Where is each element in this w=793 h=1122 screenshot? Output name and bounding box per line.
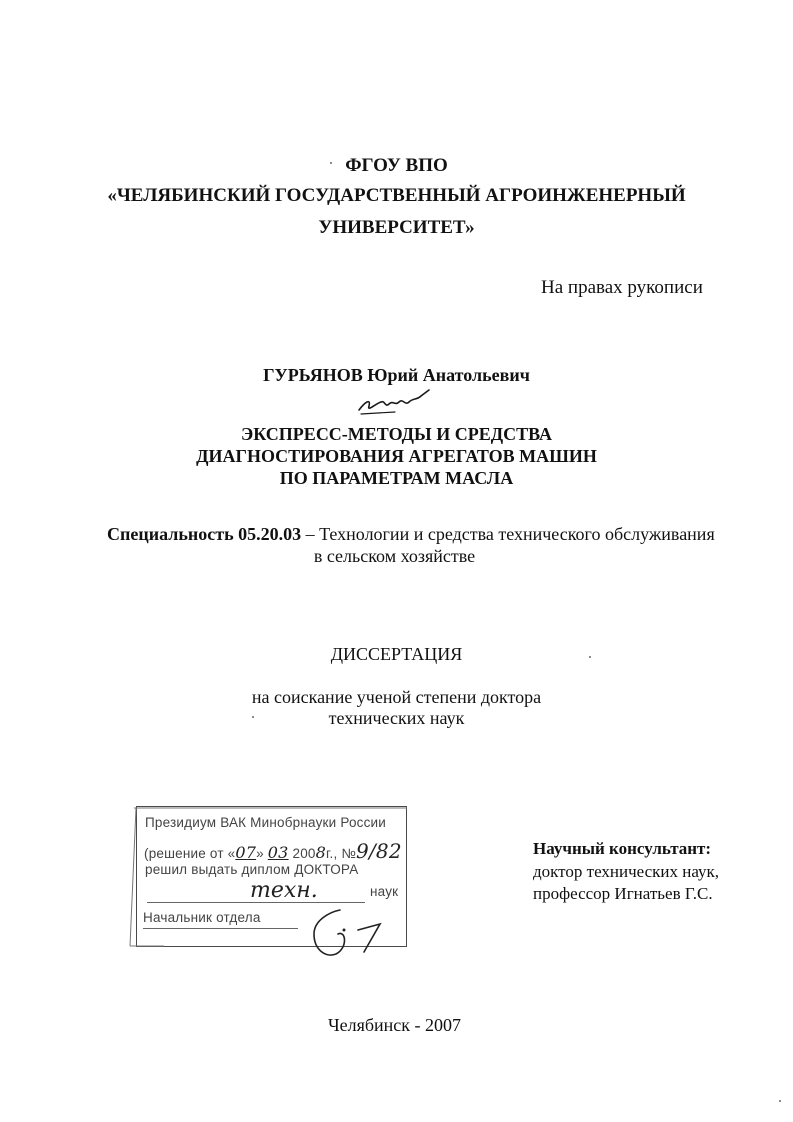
organization-abbrev: ФГОУ ВПО: [345, 155, 448, 176]
stamp-sign-underline: [143, 928, 298, 929]
scan-speck: [779, 1100, 781, 1102]
stamp-decision-number: 9/82: [356, 839, 402, 863]
stamp-signature: [290, 890, 390, 970]
consultant-label: Научный консультант:: [533, 839, 712, 858]
author-signature: [355, 388, 435, 418]
stamp-day: 07: [235, 843, 257, 862]
stamp-quote-close: »: [256, 846, 264, 861]
specialty-name: – Технологии и средства технического обслуживания: [301, 524, 715, 544]
stamp-year-prefix: 200: [292, 846, 316, 861]
stamp-line3: решил выдать диплом ДОКТОРА: [145, 862, 359, 877]
consultant-degree: доктор технических наук,: [533, 862, 720, 881]
specialty-line1: [107, 523, 715, 545]
stamp-line5: Начальник отдела: [143, 910, 261, 925]
stamp-month: 03: [267, 843, 289, 862]
thesis-title-line2: ДИАГНОСТИРОВАНИЯ АГРЕГАТОВ МАШИН: [196, 446, 597, 466]
city-year: Челябинск - 2007: [327, 1015, 462, 1035]
scan-speck: [589, 656, 591, 658]
author-given-names: Юрий Анатольевич: [367, 365, 530, 385]
manuscript-rights-note: На правах рукописи: [541, 277, 703, 298]
stamp-year-digit: 8: [315, 843, 327, 862]
author-surname: ГУРЬЯНОВ: [263, 365, 363, 385]
author-name: [0, 364, 793, 386]
thesis-title-line3: ПО ПАРАМЕТРАМ МАСЛА: [279, 468, 514, 488]
scan-speck: [330, 162, 332, 164]
consultant-name: профессор Игнатьев Г.С.: [533, 884, 713, 903]
thesis-title-line1: ЭКСПРЕСС-МЕТОДЫ И СРЕДСТВА: [241, 424, 552, 444]
specialty-line2: в сельском хозяйстве: [313, 546, 476, 566]
stamp-line2: [144, 839, 402, 863]
stamp-line1: Президиум ВАК Минобрнауки России: [145, 815, 387, 830]
document-type: ДИССЕРТАЦИЯ: [330, 644, 463, 664]
stamp-number-label: г., №: [326, 846, 357, 861]
specialty-code: Специальность 05.20.03: [107, 524, 302, 544]
degree-line2: технических наук: [328, 708, 465, 728]
stamp-field-suffix: наук: [370, 884, 399, 899]
scan-speck: [252, 716, 254, 718]
stamp-decision-prefix: (решение от «: [144, 846, 236, 861]
university-name-line1: «ЧЕЛЯБИНСКИЙ ГОСУДАРСТВЕННЫЙ АГРОИНЖЕНЕРНЫЙ: [107, 185, 686, 206]
degree-line1: на соискание ученой степени доктора: [251, 687, 542, 707]
stamp-field-handwritten: техн.: [250, 878, 318, 903]
university-name-line2: УНИВЕРСИТЕТ»: [318, 217, 475, 238]
